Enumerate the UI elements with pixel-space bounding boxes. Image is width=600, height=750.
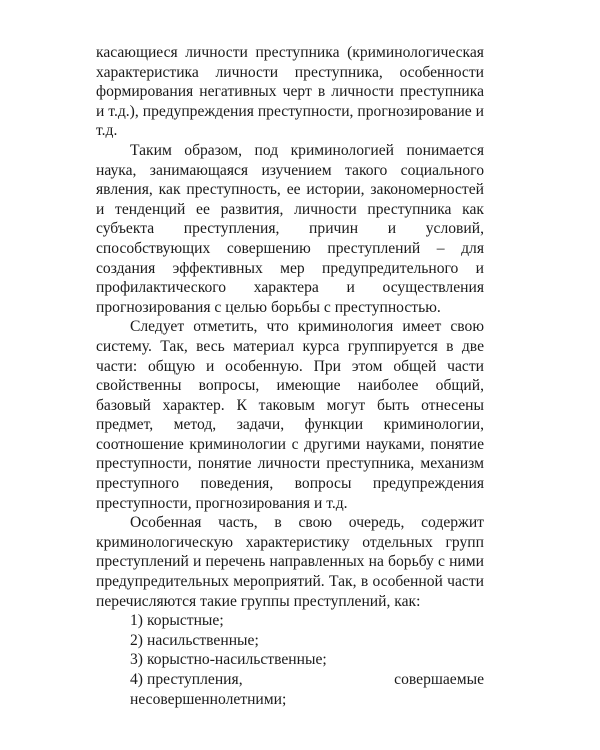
list-item-text: корыстно-насильственные; [147,651,327,669]
list-item-text: корыстные; [147,612,224,630]
list-item-number: 3) [130,651,143,669]
list-item-number: 4) [130,671,143,688]
list-item-2 [96,631,484,651]
list-item-4 [96,670,484,709]
paragraph-2: Таким образом, под криминологией понимается наука, занимающаяся изучением такого социального явления, как преступность, ее истории, закономерностей и тенденций ее развития, личности преступника как субъекта преступления, причин и условий, способствующих совершению преступлений – для создания эффективных мер предупредительного и профилактического характера и осуществления прогнозирования с целью борьбы с преступностью. [96,141,484,316]
paragraph-4: Особенная часть, в свою очередь, содержит криминологическую характеристику отдельных групп преступлений и перечень направленных на борьбу с ними предупредительных мероприятий. Так, в особенной части перечисляются такие группы преступлений, как: [96,514,484,610]
list-item-number: 1) [130,612,143,630]
list-item-text: насильственные; [147,631,259,649]
list-item-number: 2) [130,631,143,649]
document-body [96,43,484,709]
list-item-text: преступления, совершаемые несовершеннолетними; [130,671,484,708]
list-item-3 [96,650,484,670]
list-item-1 [96,611,484,631]
paragraph-1: касающиеся личности преступника (криминологическая характеристика личности преступника, особенности формирования негативных черт в личности преступника и т.д.), предупреждения преступности, прогнозирование и т.д. [96,44,484,140]
paragraph-3: Следует отметить, что криминология имеет свою систему. Так, весь материал курса группируется в две части: общую и особенную. При этом общей части свойственны вопросы, имеющие наиболее общий, базовый характер. К таковым могут быть отнесены предмет, метод, задачи, функции криминологии, соотношение криминологии с другими науками, понятие преступности, понятие личности преступника, механизм преступного поведения, вопросы предупреждения преступности, прогнозирования и т.д. [96,318,484,512]
